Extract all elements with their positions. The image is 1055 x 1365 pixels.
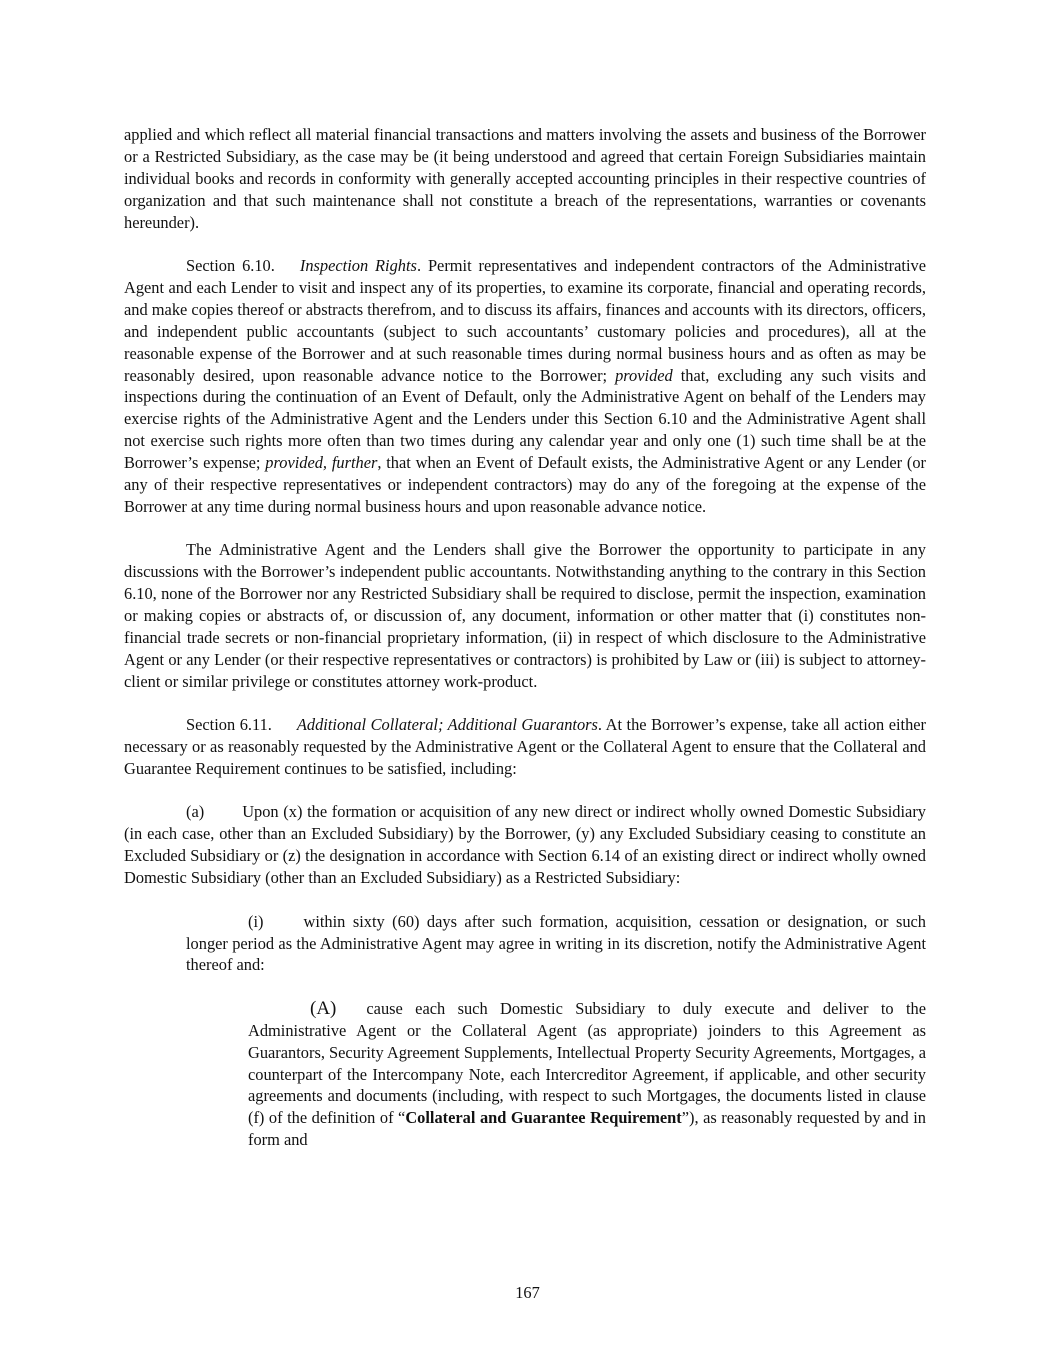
clause-label: (a): [186, 802, 205, 822]
section-6-11-additional-collateral: [124, 714, 926, 780]
defined-term: Collateral and Guarantee Requirement: [405, 1108, 682, 1128]
clause-text: ”), as reasonably requested by and in form and: [248, 1108, 926, 1150]
section-heading: Inspection Rights: [299, 256, 417, 276]
section-heading: Additional Collateral; Additional Guarantors: [296, 715, 598, 735]
clause-label: (A): [310, 997, 337, 1019]
section-text: that, excluding any such visits and inspections during the continuation of an Event of Default, only the Administrative Agent on behalf of the Lenders may exercise rights of the Administrative Agent and the Lenders under this Section 6.10 and the Administrative Agent shall not exercise such rights more often than two times during any calendar year and only one (1) such time shall be at the Borrower’s expense;: [124, 365, 926, 473]
section-text: . Permit representatives and independent contractors of the Administrative Agent and each Lender to visit and inspect any of its properties, to examine its corporate, financial and operating records, and make copies thereof or abstracts therefrom, and to discuss its affairs, finances and accounts with its directors, officers, and independent public accountants (subject to such accountants’ customary policies and procedures), all at the reasonable expense of the Borrower and at such reasonable times during normal business hours and as often as may be reasonably desired, upon reasonable advance notice to the Borrower;: [124, 256, 926, 385]
paragraph-accountants-discussions: The Administrative Agent and the Lenders shall give the Borrower the opportunity to participate in any discussions with the Borrower’s independent public accountants. Notwithstanding anything to the contrary in this Section 6.10, none of the Borrower nor any Restricted Subsidiary shall be required to disclose, permit the inspection, examination or making copies or abstracts of, or discussion of, any document, information or other matter that (i) constitutes non-financial trade secrets or non-financial proprietary information, (ii) in respect of which disclosure to the Administrative Agent or any Lender (or their respective representatives or contractors) is prohibited by Law or (iii) is subject to attorney-client or similar privilege or constitutes attorney work-product.: [124, 540, 926, 691]
section-number: Section 6.11.: [186, 715, 272, 735]
clause-i: [186, 911, 926, 977]
clause-text: within sixty (60) days after such formation, acquisition, cessation or designation, or such longer period as the Administrative Agent may agree in writing in its discretion, notify the Administrative Agent thereof and:: [186, 911, 926, 975]
page-number: 167: [515, 1283, 540, 1302]
section-number: Section 6.10.: [186, 256, 275, 276]
clause-a: [124, 801, 926, 889]
section-text: . At the Borrower’s expense, take all action either necessary or as reasonably requested by the Administrative Agent or the Collateral Agent to ensure that the Collateral and Guarantee Requirement continues to be satisfied, including:: [124, 715, 927, 779]
clause-text: cause each such Domestic Subsidiary to duly execute and deliver to the Administrative Agent or the Collateral Agent (as appropriate) joinders to this Agreement as Guarantors, Security Agreement Supplements, Intellectual Property Security Agreements, Mortgages, a counterpart of the Intercompany Note, each Intercreditor Agreement, if applicable, and other security agreements and documents (including, with respect to such Mortgages, the documents listed in clause (f) of the definition of “: [248, 998, 926, 1128]
clause-A: [248, 998, 926, 1151]
section-text: , that when an Event of Default exists, the Administrative Agent or any Lender (or any of their respective representatives or independent contractors) may do any of the foregoing at the expense of the Borrower at any time during normal business hours and upon reasonable advance notice.: [124, 453, 926, 516]
provided-term: provided: [615, 365, 673, 385]
document-page: [124, 124, 926, 1173]
clause-label: (i): [248, 911, 264, 931]
section-6-10-inspection-rights: [124, 255, 926, 518]
provided-further-term: provided, further: [265, 453, 378, 473]
clause-text: Upon (x) the formation or acquisition of any new direct or indirect wholly owned Domestic Subsidiary (in each case, other than an Excluded Subsidiary) by the Borrower, (y) any Excluded Subsidiary ceasing to constitute an Excluded Subsidiary or (z) the designation in accordance with Section 6.14 of an existing direct or indirect wholly owned Domestic Subsidiary (other than an Excluded Subsidiary) as a Restricted Subsidiary:: [124, 802, 926, 888]
paragraph-books-and-records: applied and which reflect all material financial transactions and matters involving the assets and business of the Borrower or a Restricted Subsidiary, as the case may be (it being understood and agreed that certain Foreign Subsidiaries maintain individual books and records in conformity with generally accepted accounting principles in their respective countries of organization and that such maintenance shall not constitute a breach of the representations, warranties or covenants hereunder).: [124, 125, 926, 232]
